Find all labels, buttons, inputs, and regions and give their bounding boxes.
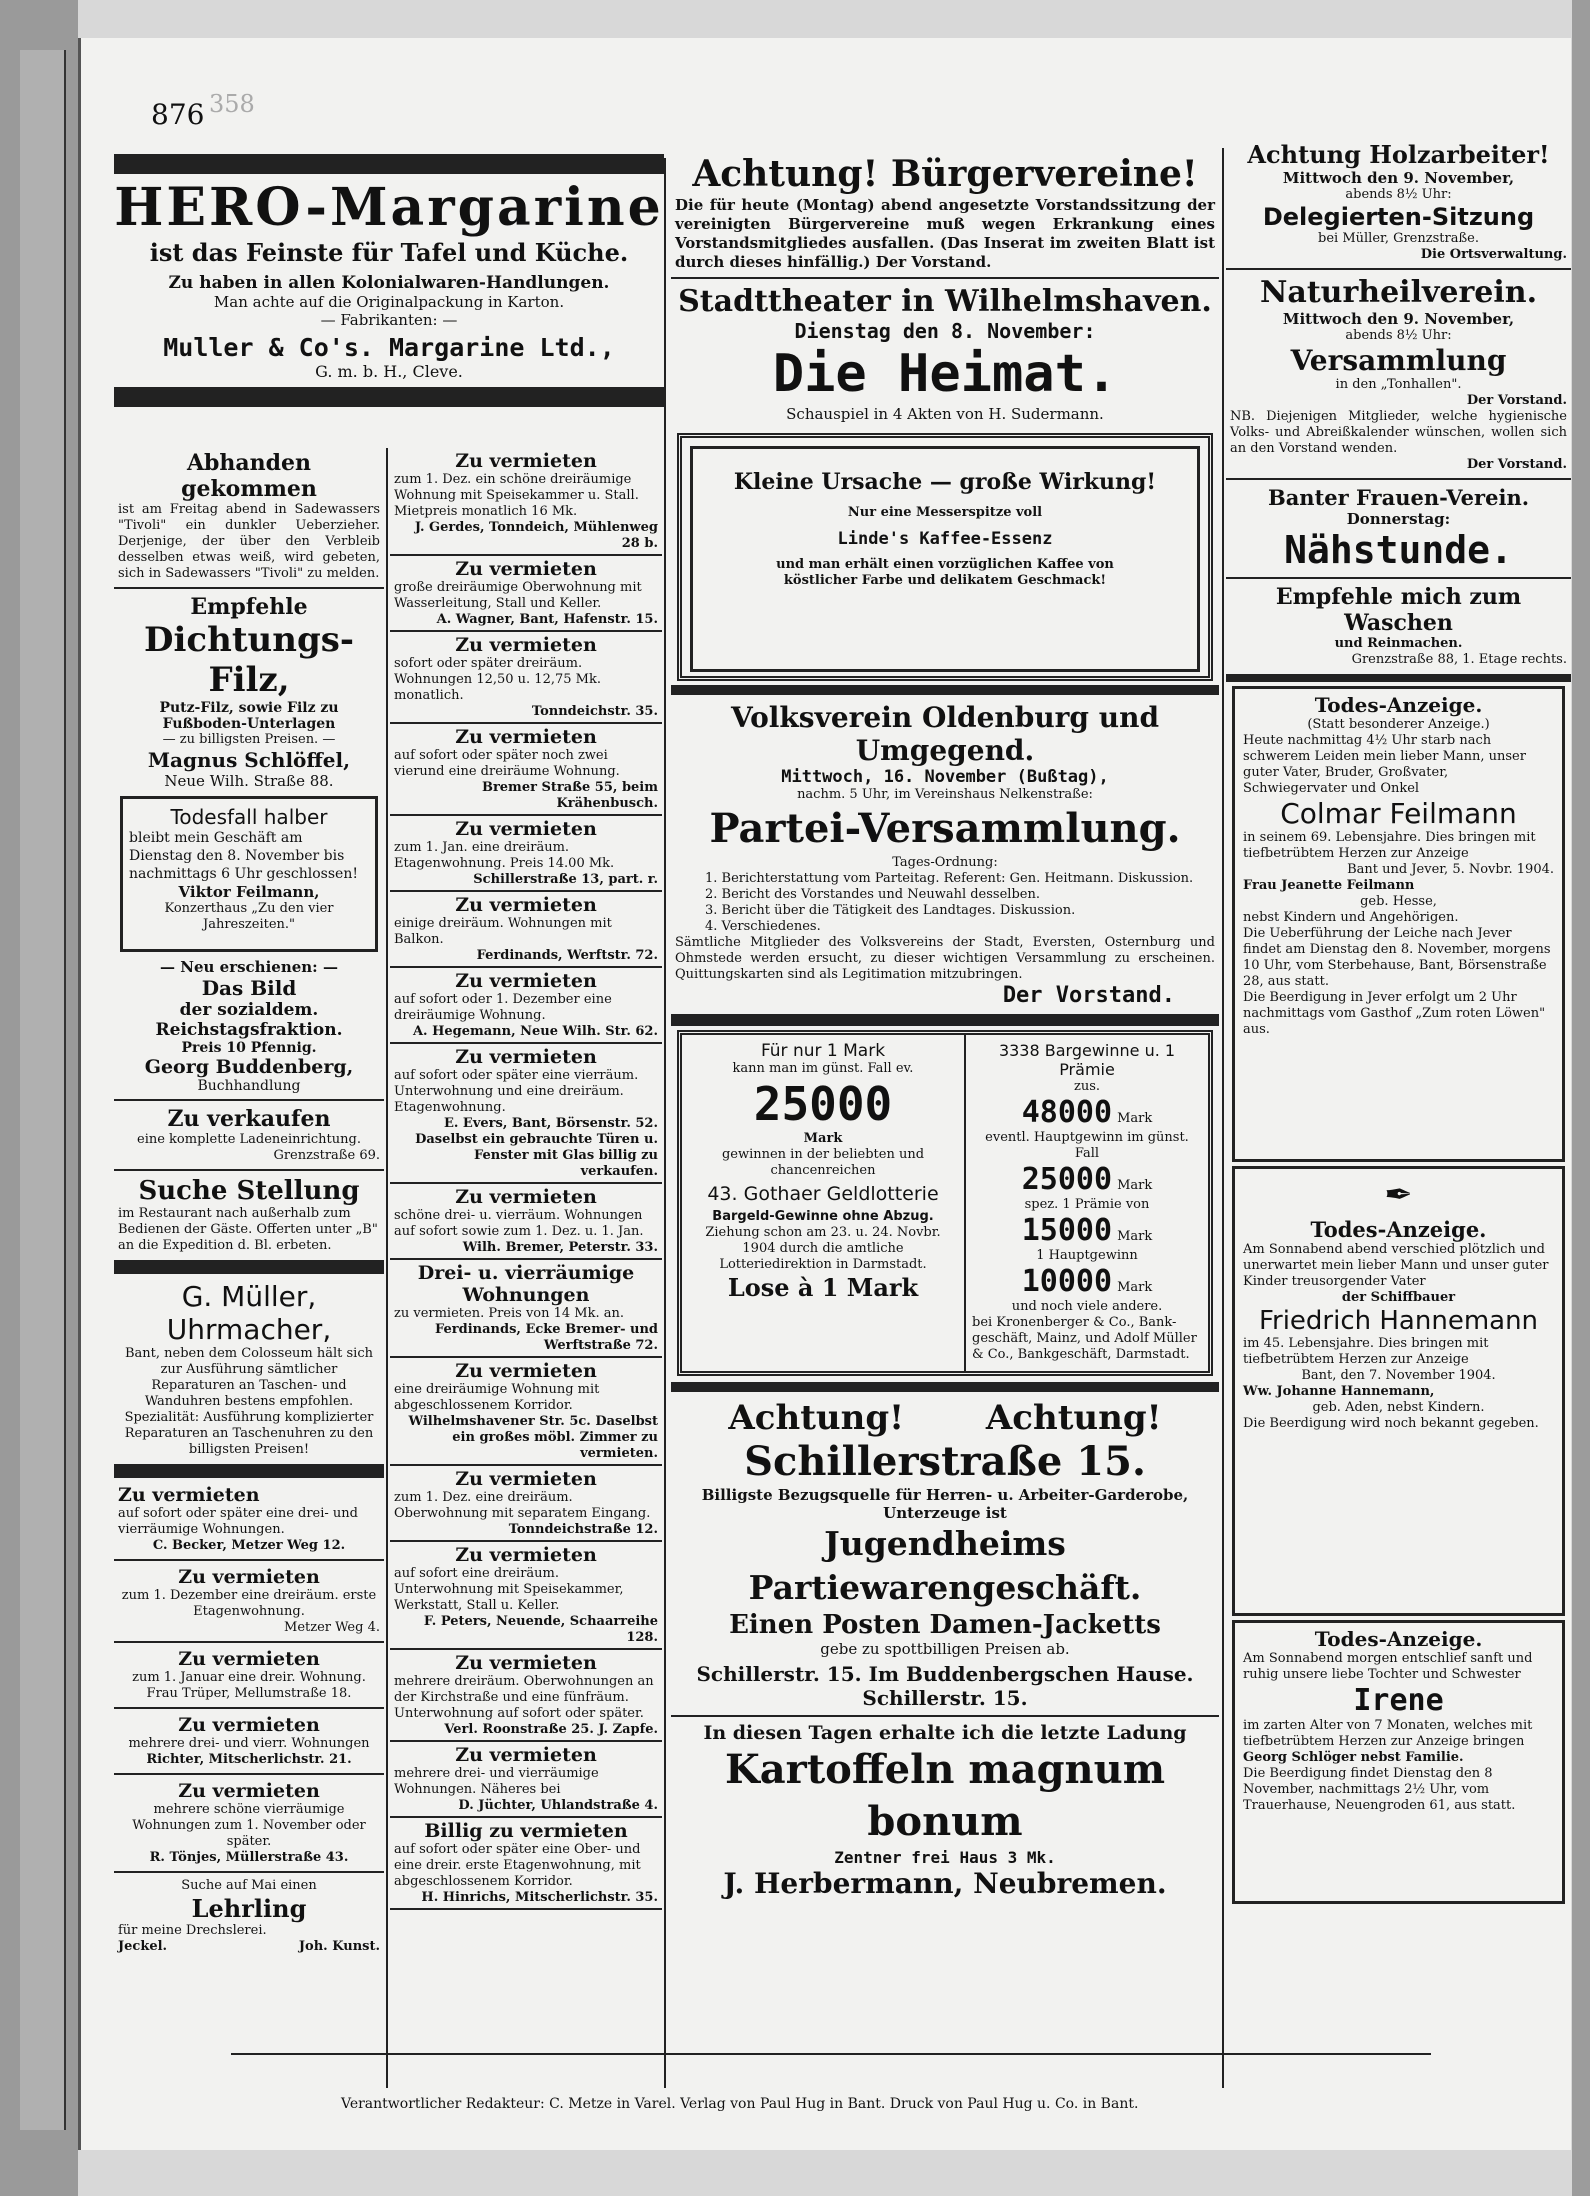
column-1: [114, 448, 384, 2088]
death2-text: Am Sonnabend abend verschied plötzlich und unerwartet mein lieber Mann und unser guter Kinder treusorgender Vater: [1243, 1242, 1549, 1289]
death2-widow: Ww. Johanne Hannemann,: [1243, 1384, 1435, 1399]
hero-fab: — Fabrikanten: —: [320, 311, 458, 329]
lotterie-more: und noch viele andere.: [1011, 1299, 1163, 1314]
vermieten-list: [390, 448, 662, 1910]
volksverein-ad: [671, 699, 1219, 1010]
agenda-item: 4. Verschiedenes.: [705, 919, 821, 934]
holzarbeiter-big: Delegierten-Sitzung: [1262, 203, 1535, 231]
stellung-text: im Restaurant nach außerhalb zum Bedienen der Gäste. Offerten unter „B" an die Expedition d. Bl. erbeten.: [118, 1206, 378, 1253]
divider: [671, 1715, 1219, 1717]
death3-text3: Die Beerdigung findet Dienstag den 8 November, nachmittags 2½ Uhr, vom Trauerhause, Neuengroden 61, aus statt.: [1243, 1766, 1516, 1813]
column-rule: [1222, 148, 1224, 2088]
hero-ad: [114, 150, 664, 460]
vermieten-name: R. Tönjes, Müllerstraße 43.: [149, 1850, 349, 1865]
death2-place: Bant, den 7. November 1904.: [1301, 1368, 1496, 1383]
kartoffeln-big: Kartoffeln magnum bonum: [724, 1746, 1166, 1845]
lehrling-sign: [118, 1939, 380, 1955]
vermieten-title: Billig zu vermieten: [424, 1820, 628, 1842]
schiller-price: gebe zu spottbilligen Preisen ab.: [820, 1640, 1070, 1658]
uhrmacher-title: G. Müller, Uhrmacher,: [166, 1280, 332, 1346]
vermieten-name: E. Evers, Bant, Börsenstr. 52. Daselbst ein gebrauchte Türen u. Fenster mit Glas billig zu verkaufen.: [415, 1116, 658, 1179]
volksverein-big: Partei-Versammlung.: [709, 805, 1181, 852]
vermieten-title: Zu vermieten: [455, 1360, 597, 1382]
naturheil-nb: NB. Diejenigen Mitglieder, welche hygienische Volks- und Abreißkalender wünschen, wollen sich an den Vorstand wenden.: [1230, 409, 1567, 456]
schiller-shop: Jugendheims Partiewarengeschäft.: [748, 1524, 1142, 1607]
lotterie-r1: [972, 1095, 1202, 1130]
prize-amount: 25000: [1021, 1162, 1113, 1197]
volksverein-text: Sämtliche Mitglieder des Volksvereins der Stadt, Eversten, Osternburg und Ohmstede werden ersucht, zu dieser wichtigen Versammlung zu erscheinen. Quittungskarten sind als Legitimation mitzubringen.: [675, 935, 1215, 982]
theater-ad: [671, 282, 1219, 425]
vermieten-name: Schillerstraße 13, part. r.: [473, 872, 658, 887]
waschen-addr: Grenzstraße 88, 1. Etage rechts.: [1351, 652, 1567, 667]
vermieten-ad: [390, 892, 662, 968]
vermieten-text: sofort oder später dreiräum. Wohnungen 12,50 u. 12,75 Mk. monatlich.: [394, 656, 601, 703]
vermieten-ad: [390, 448, 662, 556]
bild-name: Georg Buddenberg,: [144, 1056, 354, 1078]
vermieten-text: auf sofort oder später eine drei- und vierräumige Wohnungen.: [118, 1506, 358, 1537]
lotterie-r1-note: eventl. Hauptgewinn im günst. Fall: [985, 1130, 1189, 1161]
vermieten-name: Bremer Straße 55, beim Krähenbusch.: [481, 780, 658, 811]
vermieten-text: auf sofort oder 1. Dezember eine dreiräumige Wohnung.: [394, 992, 612, 1023]
lotterie-sub: kann man im günst. Fall ev.: [732, 1061, 914, 1076]
vermieten-ad: [390, 724, 662, 816]
column-rule: [386, 448, 388, 2088]
vermieten-text: auf sofort oder später eine vierräum. Unterwohnung und eine dreiräum. Etagenwohnung.: [394, 1068, 639, 1115]
holzarbeiter-ad: [1226, 138, 1571, 265]
vermieten-name: Metzer Weg 4.: [284, 1620, 380, 1635]
vermieten-text: mehrere schöne vierräumige Wohnungen zum 1. November oder später.: [132, 1802, 366, 1849]
naturheil-at: in den „Tonhallen".: [1335, 377, 1462, 392]
lotterie-head: Für nur 1 Mark: [760, 1041, 886, 1061]
hero-availability: Zu haben in allen Kolonialwaren-Handlungen.: [168, 273, 610, 293]
lotterie-text: gewinnen in der beliebten und chancenreichen: [721, 1147, 925, 1178]
lotterie-dealer: bei Kronenberger & Co., Bank-geschäft, Mainz, und Adolf Müller & Co., Bankgeschäft, Darmstadt.: [972, 1315, 1197, 1362]
lotterie-name: 43. Gothaer Geldlotterie: [707, 1183, 939, 1205]
prize-mark: Mark: [1117, 1111, 1153, 1126]
lotterie-r3-note: 1 Hauptgewinn: [1036, 1248, 1138, 1263]
vermieten-text: mehrere drei- und vierr. Wohnungen: [128, 1736, 370, 1751]
vermieten-text: auf sofort oder später noch zwei vierund eine dreiräume Wohnung.: [394, 748, 620, 779]
vermieten-name: H. Hinrichs, Mitscherlichstr. 35.: [421, 1890, 658, 1905]
vermieten-name: Tonndeichstraße 12.: [508, 1522, 658, 1537]
volksverein-title: Volksverein Oldenburg und Umgegend.: [730, 701, 1160, 767]
vermieten-text: einige dreiräum. Wohnungen mit Balkon.: [394, 916, 612, 947]
kartoffeln-price: Zentner frei Haus 3 Mk.: [834, 1848, 1056, 1867]
vermieten-name: Ferdinands, Ecke Bremer- und Werftstraße 72.: [435, 1322, 658, 1353]
vermieten-title: Zu vermieten: [178, 1780, 320, 1802]
death1-widow: Frau Jeanette Feilmann: [1243, 878, 1415, 893]
lehrling-text: für meine Drechslerei.: [118, 1923, 267, 1938]
vermieten-title: Zu vermieten: [455, 1468, 597, 1490]
hero-place: G. m. b. H., Cleve.: [315, 362, 463, 381]
binding-inner: [20, 50, 66, 2130]
todesfall-title: Todesfall halber: [170, 805, 328, 829]
schiller-addr: Schillerstr. 15. Im Buddenbergschen Hause. Schillerstr. 15.: [696, 1662, 1194, 1710]
filz-price: — zu billigsten Preisen. —: [162, 732, 336, 747]
vermieten-name: Frau Trüper, Mellumstraße 18.: [146, 1686, 352, 1701]
death2-text2: im 45. Lebensjahre. Dies bringen mit tiefbetrübtem Herzen zur Anzeige: [1243, 1336, 1489, 1367]
vermieten-text: schöne drei- u. vierräum. Wohnungen auf sofort sowie zum 1. Dez. u. 1. Jan.: [394, 1208, 644, 1239]
vermieten-text: zum 1. Dez. eine dreiräum. Oberwohnung mit separatem Eingang.: [394, 1490, 651, 1521]
death3-text: Am Sonnabend morgen entschlief sanft und ruhig unsere liebe Tochter und Schwester: [1243, 1651, 1533, 1682]
holzarbeiter-date: Mittwoch den 9. November,: [1282, 169, 1515, 187]
linde-line1: Nur eine Messerspitze voll: [847, 505, 1043, 520]
naturheil-sign: Der Vorstand.: [1466, 393, 1567, 408]
death-notice-2: [1232, 1166, 1565, 1616]
naturheil-time: abends 8½ Uhr:: [1345, 328, 1452, 343]
lehrling-place: Jeckel.: [118, 1939, 168, 1954]
vermieten-title: Zu vermieten: [118, 1484, 260, 1506]
vermieten-text: mehrere drei- und vierräumige Wohnungen. Näheres bei: [394, 1766, 599, 1797]
vermieten-ad: [390, 556, 662, 632]
page-number: 876: [151, 98, 205, 131]
vermieten-ad: [390, 1466, 662, 1542]
hero-title: HERO-Margarine: [114, 177, 664, 238]
vermieten-title: Drei- u. vierräumige Wohnungen: [417, 1262, 635, 1306]
rule-bar: [114, 154, 664, 174]
prize-mark: Mark: [1117, 1178, 1153, 1193]
rule-bar: [1226, 674, 1571, 682]
kartoffeln-name: J. Herbermann, Neubremen.: [723, 1867, 1167, 1900]
vermieten-title: Zu vermieten: [455, 634, 597, 656]
theater-title: Stadttheater in Wilhelmshaven.: [678, 284, 1212, 319]
death2-name: Friedrich Hannemann: [1258, 1306, 1539, 1336]
rule-bar: [114, 387, 664, 407]
vermieten-name: Verl. Roonstraße 25. J. Zapfe.: [444, 1722, 658, 1737]
vermieten-name: D. Jüchter, Uhlandstraße 4.: [458, 1798, 658, 1813]
vermieten-ad: [390, 1184, 662, 1260]
bild-shop: Buchhandlung: [197, 1078, 301, 1094]
todesfall-place: Konzerthaus „Zu den vier Jahreszeiten.": [164, 901, 334, 932]
buergervereine-text: Die für heute (Montag) abend angesetzte Vorstandssitzung der vereinigten Bürgervereine muß wegen Erkrankung eines Vorstandsmitgliedes ausfallen. (Das Inserat im zweiten Blatt ist durch dieses hinfällig.) Der Vorstand.: [675, 196, 1215, 271]
bild-price: Preis 10 Pfennig.: [181, 1040, 317, 1056]
todesfall-name: Viktor Feilmann,: [178, 883, 320, 901]
divider: [114, 1099, 384, 1101]
lotterie-buy: Lose à 1 Mark: [727, 1273, 919, 1302]
lotterie-left: [682, 1035, 966, 1371]
prize-mark: Mark: [1117, 1280, 1153, 1295]
binding-spine: [0, 0, 78, 2196]
abhanden-title: Abhanden gekommen: [181, 450, 317, 502]
bild-head: — Neu erschienen: —: [160, 958, 338, 976]
death3-family: Georg Schlöger nebst Familie.: [1243, 1750, 1464, 1765]
divider: [114, 1169, 384, 1171]
frauenverein-title: Banter Frauen-Verein.: [1267, 485, 1530, 510]
page-number-faint: 358: [209, 90, 255, 118]
divider: [114, 1871, 384, 1873]
vermieten-title: Zu vermieten: [455, 450, 597, 472]
frauenverein-date: Donnerstag:: [1346, 510, 1451, 528]
schiller-text: Billigste Bezugsquelle für Herren- u. Arbeiter-Garderobe, Unterzeuge ist: [701, 1486, 1189, 1522]
uhrmacher-text2: Spezialität: Ausführung komplizierter Reparaturen an Taschenuhren zu den billigsten Preisen!: [124, 1410, 374, 1457]
schiller-title: Schillerstraße 15.: [744, 1438, 1146, 1485]
column-4: [1226, 138, 1571, 2088]
hero-note: Man achte auf die Originalpackung in Karton.: [213, 293, 565, 311]
vermieten-ad: [390, 1044, 662, 1184]
lotterie-big: 25000: [753, 1077, 893, 1131]
divider: [114, 1559, 384, 1561]
divider: [114, 1707, 384, 1709]
death1-name: Colmar Feilmann: [1280, 797, 1517, 830]
death1-text2: in seinem 69. Lebensjahre. Dies bringen mit tiefbetrübtem Herzen zur Anzeige: [1243, 830, 1536, 861]
divider: [1226, 268, 1571, 270]
feather-icon: ✒: [1384, 1175, 1413, 1215]
linde-brand: Linde's Kaffee-Essenz: [837, 529, 1053, 549]
vermieten-name: J. Gerdes, Tonndeich, Mühlenweg 28 b.: [414, 520, 658, 551]
column-2: [390, 448, 662, 2088]
lotterie-r-head: 3338 Bargewinne u. 1 Prämie: [998, 1041, 1176, 1079]
bild-ad: [114, 956, 384, 1096]
lotterie-ad: [677, 1030, 1213, 1376]
divider: [671, 277, 1219, 279]
vermieten-3: [114, 1646, 384, 1704]
vermieten-ad: [390, 1260, 662, 1358]
holzarbeiter-title: Achtung Holzarbeiter!: [1247, 140, 1550, 169]
prize-amount: 48000: [1021, 1095, 1113, 1130]
death1-place: Bant und Jever, 5. Novbr. 1904.: [1347, 862, 1554, 877]
death1-note: (Statt besonderer Anzeige.): [1307, 717, 1490, 732]
agenda-item: 3. Bericht über die Tätigkeit des Landtages. Diskussion.: [705, 903, 1076, 918]
linde-inner: [690, 446, 1200, 672]
vermieten-name: Richter, Mitscherlichstr. 21.: [146, 1752, 352, 1767]
vermieten-ad: [390, 1542, 662, 1650]
lotterie-r4: [972, 1264, 1202, 1299]
rule-bar: [671, 685, 1219, 695]
lotterie-r2-note: spez. 1 Prämie von: [1024, 1197, 1150, 1212]
naturheil-ad: [1226, 273, 1571, 475]
vermieten-ad: [390, 1742, 662, 1818]
uhrmacher-text: Bant, neben dem Colosseum hält sich zur Ausführung sämtlicher Reparaturen an Taschen- und Wanduhren bestens empfohlen.: [125, 1346, 373, 1409]
vermieten-title: Zu vermieten: [455, 1046, 597, 1068]
abhanden-text: ist am Freitag abend in Sadewassers "Tivoli" ein dunkler Ueberzieher. Derjenige, der über den Verbleib desselben etwas weiß, wird gebeten, sich in Sadewassers "Tivoli" zu melden.: [118, 502, 380, 581]
lotterie-draw: Ziehung schon am 23. u. 24. Novbr. 1904 durch die amtliche Lotteriedirektion in Darmstadt.: [705, 1225, 941, 1272]
vermieten-name: Wilhelmshavener Str. 5c. Daselbst ein großes möbl. Zimmer zu vermieten.: [408, 1414, 658, 1461]
kartoffeln-head: In diesen Tagen erhalte ich die letzte Ladung: [703, 1722, 1187, 1744]
vermieten-text: auf sofort eine dreiräum. Unterwohnung mit Speisekammer, Werkstatt, Stall u. Keller.: [394, 1566, 624, 1613]
vermieten-ad: [390, 1358, 662, 1466]
uhrmacher-ad: [114, 1278, 384, 1460]
vermieten-title: Zu vermieten: [178, 1566, 320, 1588]
vermieten-title: Zu vermieten: [455, 1744, 597, 1766]
vermieten-ad: [390, 1650, 662, 1742]
death-notice-3: [1232, 1620, 1565, 1904]
death1-widow2: geb. Hesse,: [1360, 894, 1437, 909]
lehrling-title: Lehrling: [191, 1894, 307, 1923]
kartoffeln-ad: [671, 1720, 1219, 1902]
hero-company: Muller & Co's. Margarine Ltd.,: [163, 333, 615, 362]
buergervereine-title: Achtung! Bürgervereine!: [692, 153, 1198, 195]
column-3: [671, 150, 1219, 2090]
vermieten-title: Zu vermieten: [178, 1714, 320, 1736]
death2-role: der Schiffbauer: [1341, 1290, 1456, 1305]
vermieten-name: Tonndeichstr. 35.: [531, 704, 658, 719]
prize-amount: 15000: [1021, 1213, 1113, 1248]
divider: [114, 587, 384, 589]
holzarbeiter-at: bei Müller, Grenzstraße.: [1318, 231, 1479, 246]
naturheil-date: Mittwoch den 9. November,: [1282, 310, 1515, 328]
death1-family: nebst Kindern und Angehörigen.: [1243, 910, 1459, 925]
vermieten-title: Zu vermieten: [455, 558, 597, 580]
frauenverein-big: Nähstunde.: [1284, 528, 1513, 572]
vermieten-name: F. Peters, Neuende, Schaarreihe 128.: [423, 1614, 658, 1645]
divider: [114, 1641, 384, 1643]
lotterie-cash: Bargeld-Gewinne ohne Abzug.: [712, 1209, 934, 1224]
volksverein-date: Mittwoch, 16. November (Bußtag),: [781, 767, 1109, 787]
agenda-item: 2. Bericht des Vorstandes und Neuwahl desselben.: [705, 887, 1040, 902]
lehrling-ad: [114, 1876, 384, 1957]
theater-date: Dienstag den 8. November:: [794, 319, 1096, 343]
naturheil-nb-sign: Der Vorstand.: [1466, 457, 1567, 472]
vermieten-ad: [390, 632, 662, 724]
vermieten-1: [114, 1482, 384, 1556]
waschen-ad: [1226, 582, 1571, 670]
vermieten-2: [114, 1564, 384, 1638]
naturheil-big: Versammlung: [1290, 344, 1507, 377]
buergervereine-ad: [671, 150, 1219, 274]
vermieten-text: zu vermieten. Preis von 14 Mk. an.: [394, 1306, 625, 1321]
stellung-ad: [114, 1174, 384, 1256]
lotterie-r2: [972, 1162, 1202, 1197]
volksverein-agenda: [675, 871, 1215, 935]
vermieten-text: mehrere dreiräum. Oberwohnungen an der Kirchstraße und eine fünfräum. Unterwohnung auf sofort oder später.: [394, 1674, 654, 1721]
vermieten-ad: [390, 1818, 662, 1910]
vermieten-name: A. Hegemann, Neue Wilh. Str. 62.: [412, 1024, 658, 1039]
vermieten-text: auf sofort oder später eine Ober- und eine dreir. erste Etagenwohnung, mit abgeschlossenem Korridor.: [394, 1842, 641, 1889]
linde-line3: und man erhält einen vorzüglichen Kaffee von köstlicher Farbe und delikatem Geschmack!: [776, 557, 1114, 588]
vermieten-4: [114, 1712, 384, 1770]
stellung-title: Suche Stellung: [138, 1176, 360, 1206]
prize-amount: 10000: [1021, 1264, 1113, 1299]
vermieten-title: Zu vermieten: [455, 970, 597, 992]
holzarbeiter-sign: Die Ortsverwaltung.: [1420, 247, 1567, 262]
waschen-title: Empfehle mich zum Waschen: [1275, 584, 1522, 636]
schiller-head: Achtung! Achtung!: [728, 1398, 1162, 1438]
footer-rule: [231, 2053, 1431, 2055]
filz-name: Magnus Schlöffel,: [147, 748, 351, 772]
vermieten-text: zum 1. Dezember eine dreiräum. erste Etagenwohnung.: [121, 1588, 377, 1619]
divider: [114, 1773, 384, 1775]
vermieten-text: zum 1. Dez. ein schöne dreiräumige Wohnung mit Speisekammer u. Stall. Mietpreis monatlich 16 Mk.: [394, 472, 639, 519]
lotterie-r3: [972, 1213, 1202, 1248]
newspaper-page: [78, 38, 1571, 2150]
vermieten-title: Zu vermieten: [455, 1186, 597, 1208]
vermieten-title: Zu vermieten: [455, 1544, 597, 1566]
death2-title: Todes-Anzeige.: [1310, 1217, 1487, 1242]
volksverein-time: nachm. 5 Uhr, im Vereinshaus Nelkenstraße:: [797, 787, 1093, 802]
vermieten-ad: [390, 968, 662, 1044]
death1-text3: Die Ueberführung der Leiche nach Jever findet am Dienstag den 8. November, morgens 10 Uhr, vom Sterbehause, Bant, Börsenstraße 28, aus statt.: [1243, 926, 1551, 989]
filz-addr: Neue Wilh. Straße 88.: [164, 772, 334, 790]
vermieten-title: Zu vermieten: [455, 726, 597, 748]
vermieten-text: eine dreiräumige Wohnung mit abgeschlossenem Korridor.: [394, 1382, 600, 1413]
bild-title: Das Bild: [201, 976, 297, 1000]
page-edge: [1572, 0, 1590, 2196]
prize-mark: Mark: [1117, 1229, 1153, 1244]
death2-text3: Die Beerdigung wird noch bekannt gegeben.: [1243, 1416, 1539, 1431]
imprint: Verantwortlicher Redakteur: C. Metze in Varel. Verlag von Paul Hug in Bant. Druck von Paul Hug u. Co. in Bant.: [341, 2096, 1139, 2112]
verkaufen-addr: Grenzstraße 69.: [273, 1148, 380, 1163]
divider: [1226, 478, 1571, 480]
rule-bar: [671, 1014, 1219, 1026]
vermieten-title: Zu vermieten: [455, 818, 597, 840]
rule-bar: [114, 1464, 384, 1478]
theater-play: Die Heimat.: [772, 344, 1118, 404]
todesfall-box: [120, 796, 378, 952]
death2-widow2: geb. Aden, nebst Kindern.: [1312, 1400, 1485, 1415]
vermieten-title: Zu vermieten: [455, 1652, 597, 1674]
todesfall-text: bleibt mein Geschäft am Dienstag den 8. November bis nachmittags 6 Uhr geschlossen!: [129, 830, 358, 882]
lotterie-mark: Mark: [803, 1131, 843, 1146]
volksverein-sign: Der Vorstand.: [1002, 983, 1175, 1008]
filz-head: Empfehle: [190, 594, 308, 620]
death-notice-1: [1232, 686, 1565, 1162]
death3-name: Irene: [1353, 1683, 1444, 1718]
vermieten-name: Wilh. Bremer, Peterstr. 33.: [462, 1240, 658, 1255]
verkaufen-ad: [114, 1104, 384, 1166]
abhanden-ad: [114, 448, 384, 584]
schiller-post: Einen Posten Damen-Jacketts: [729, 1610, 1161, 1640]
frauenverein-ad: [1226, 483, 1571, 574]
vermieten-name: C. Becker, Metzer Weg 12.: [152, 1538, 346, 1553]
volksverein-agenda-head: Tages-Ordnung:: [892, 855, 998, 870]
filz-sub: Putz-Filz, sowie Filz zu Fußboden-Unterlagen: [159, 700, 339, 732]
rule-bar: [114, 1260, 384, 1274]
naturheil-title: Naturheilverein.: [1259, 275, 1538, 310]
vermieten-title: Zu vermieten: [178, 1648, 320, 1670]
filz-title: Dichtungs-Filz,: [144, 620, 354, 700]
death1-text4: Die Beerdigung in Jever erfolgt um 2 Uhr nachmittags vom Gasthof „Zum roten Löwen" aus.: [1243, 990, 1546, 1037]
vermieten-name: Ferdinands, Werftstr. 72.: [476, 948, 658, 963]
theater-sub: Schauspiel in 4 Akten von H. Sudermann.: [786, 405, 1104, 423]
vermieten-text: große dreiräumige Oberwohnung mit Wasserleitung, Stall und Keller.: [394, 580, 642, 611]
death1-text: Heute nachmittag 4½ Uhr starb nach schwerem Leiden mein lieber Mann, unser guter Vater, Bruder, Großvater, Schwiegervater und Onkel: [1243, 733, 1526, 796]
lotterie-right: [966, 1035, 1208, 1371]
hero-subtitle: ist das Feinste für Tafel und Küche.: [149, 238, 629, 267]
filz-ad: [114, 592, 384, 792]
rule-bar: [671, 1382, 1219, 1392]
holzarbeiter-time: abends 8½ Uhr:: [1345, 187, 1452, 202]
linde-title: Kleine Ursache — große Wirkung!: [733, 469, 1157, 495]
verkaufen-title: Zu verkaufen: [167, 1106, 331, 1132]
death3-text2: im zarten Alter von 7 Monaten, welches mit tiefbetrübtem Herzen zur Anzeige bringen: [1243, 1718, 1533, 1749]
lotterie-r-zus: zus.: [1073, 1079, 1101, 1094]
schillerstrasse-ad: [671, 1396, 1219, 1712]
divider: [1226, 577, 1571, 579]
death3-title: Todes-Anzeige.: [1314, 1627, 1483, 1651]
linde-ad: [677, 433, 1213, 681]
column-rule: [664, 158, 666, 2088]
verkaufen-text: eine komplette Ladeneinrichtung.: [137, 1132, 361, 1147]
vermieten-text: zum 1. Jan. eine dreiräum. Etagenwohnung. Preis 14.00 Mk.: [394, 840, 615, 871]
vermieten-ad: [390, 816, 662, 892]
waschen-sub: und Reinmachen.: [1334, 636, 1463, 651]
death1-title: Todes-Anzeige.: [1314, 693, 1483, 717]
lehrling-name: Joh. Kunst.: [298, 1939, 380, 1954]
lehrling-head: Suche auf Mai einen: [181, 1878, 317, 1893]
vermieten-text: zum 1. Januar eine dreir. Wohnung.: [132, 1670, 366, 1685]
vermieten-name: A. Wagner, Bant, Hafenstr. 15.: [436, 612, 658, 627]
agenda-item: 1. Berichterstattung vom Parteitag. Referent: Gen. Heitmann. Diskussion.: [705, 871, 1194, 886]
vermieten-5: [114, 1778, 384, 1868]
vermieten-title: Zu vermieten: [455, 894, 597, 916]
bild-sub: der sozialdem. Reichstagsfraktion.: [155, 1000, 343, 1040]
